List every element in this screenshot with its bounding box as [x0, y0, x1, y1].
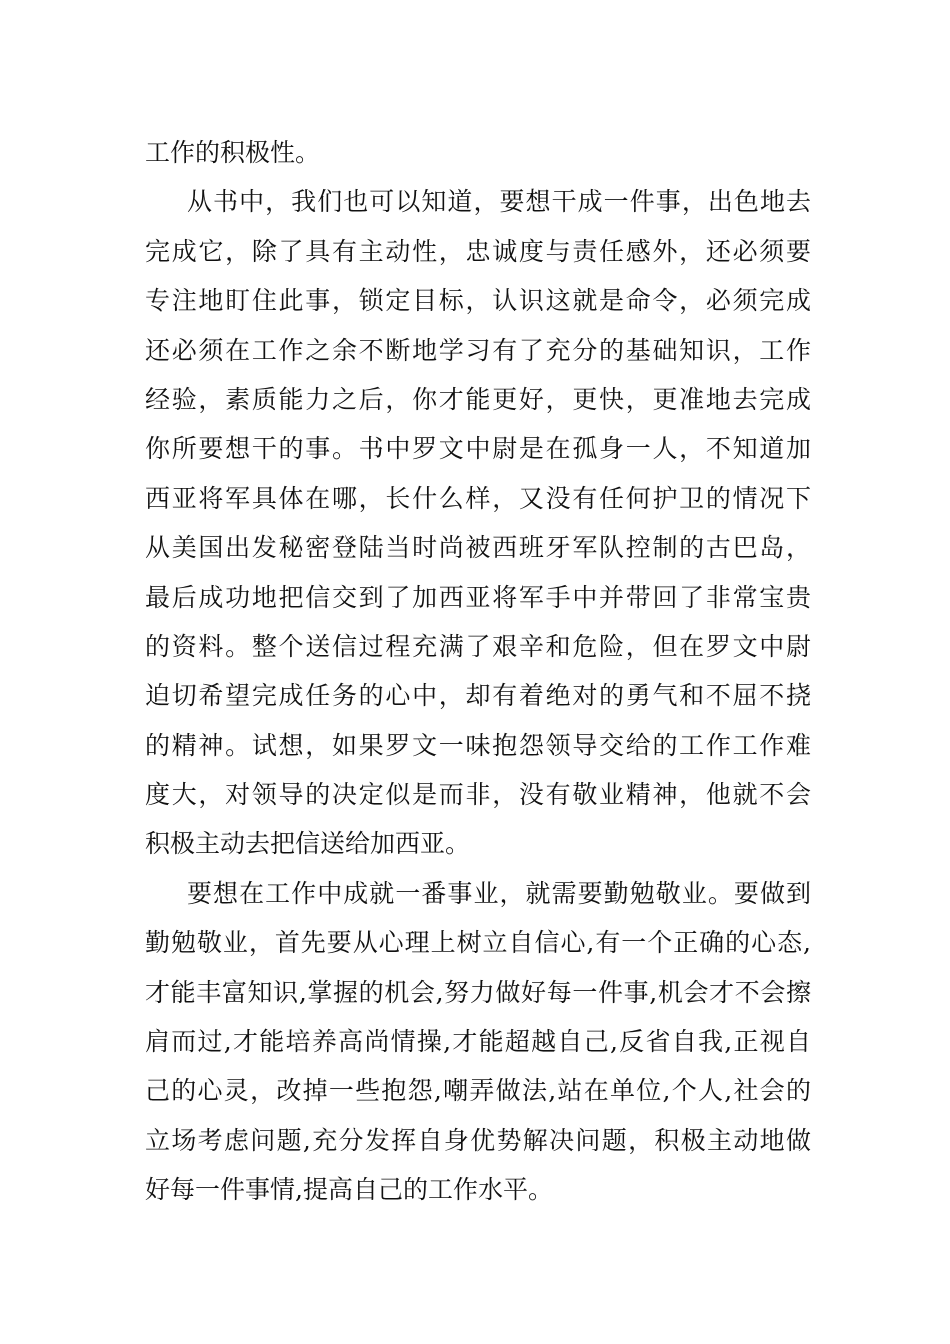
text-line: 经验，素质能力之后，你才能更好，更快，更准地去完成	[145, 384, 811, 414]
text-line: 工作的积极性。	[145, 138, 321, 167]
text-line: 迫切希望完成任务的心中，却有着绝对的勇气和不屈不挠	[145, 681, 811, 711]
text-line: 要想在工作中成就一番事业，就需要勤勉敬业。要做到	[187, 878, 811, 908]
text-line: 从美国出发秘密登陆当时尚被西班牙军队控制的古巴岛，	[145, 533, 811, 563]
text-line: 勤勉敬业，首先要从心理上树立自信心,有一个正确的心态,	[145, 928, 811, 958]
text-line: 度大，对领导的决定似是而非，没有敬业精神，他就不会	[145, 780, 811, 810]
text-line: 最后成功地把信交到了加西亚将军手中并带回了非常宝贵	[145, 582, 811, 612]
text-line: 专注地盯住此事，锁定目标，认识这就是命令，必须完成	[145, 286, 811, 316]
text-line: 好每一件事情,提高自己的工作水平。	[145, 1175, 553, 1205]
text-line: 己的心灵，改掉一些抱怨,嘲弄做法,站在单位,个人,社会的	[145, 1076, 811, 1106]
body-text	[145, 128, 811, 1215]
text-line: 的精神。试想，如果罗文一味抱怨领导交给的工作工作难	[145, 730, 811, 760]
text-line: 才能丰富知识,掌握的机会,努力做好每一件事,机会才不会擦	[145, 977, 811, 1007]
text-line: 立场考虑问题,充分发挥自身优势解决问题，积极主动地做	[145, 1125, 811, 1155]
text-line: 还必须在工作之余不断地学习有了充分的基础知识，工作	[145, 335, 811, 365]
text-line: 的资料。整个送信过程充满了艰辛和危险，但在罗文中尉	[145, 631, 811, 661]
text-line: 肩而过,才能培养高尚情操,才能超越自己,反省自我,正视自	[145, 1027, 811, 1057]
text-line: 你所要想干的事。书中罗文中尉是在孤身一人，不知道加	[145, 434, 811, 464]
text-line: 从书中，我们也可以知道，要想干成一件事，出色地去	[187, 187, 811, 217]
text-line: 完成它，除了具有主动性，忠诚度与责任感外，还必须要	[145, 236, 811, 266]
text-line: 积极主动去把信送给加西亚。	[145, 829, 471, 859]
text-line: 西亚将军具体在哪，长什么样，又没有任何护卫的情况下	[145, 483, 811, 513]
